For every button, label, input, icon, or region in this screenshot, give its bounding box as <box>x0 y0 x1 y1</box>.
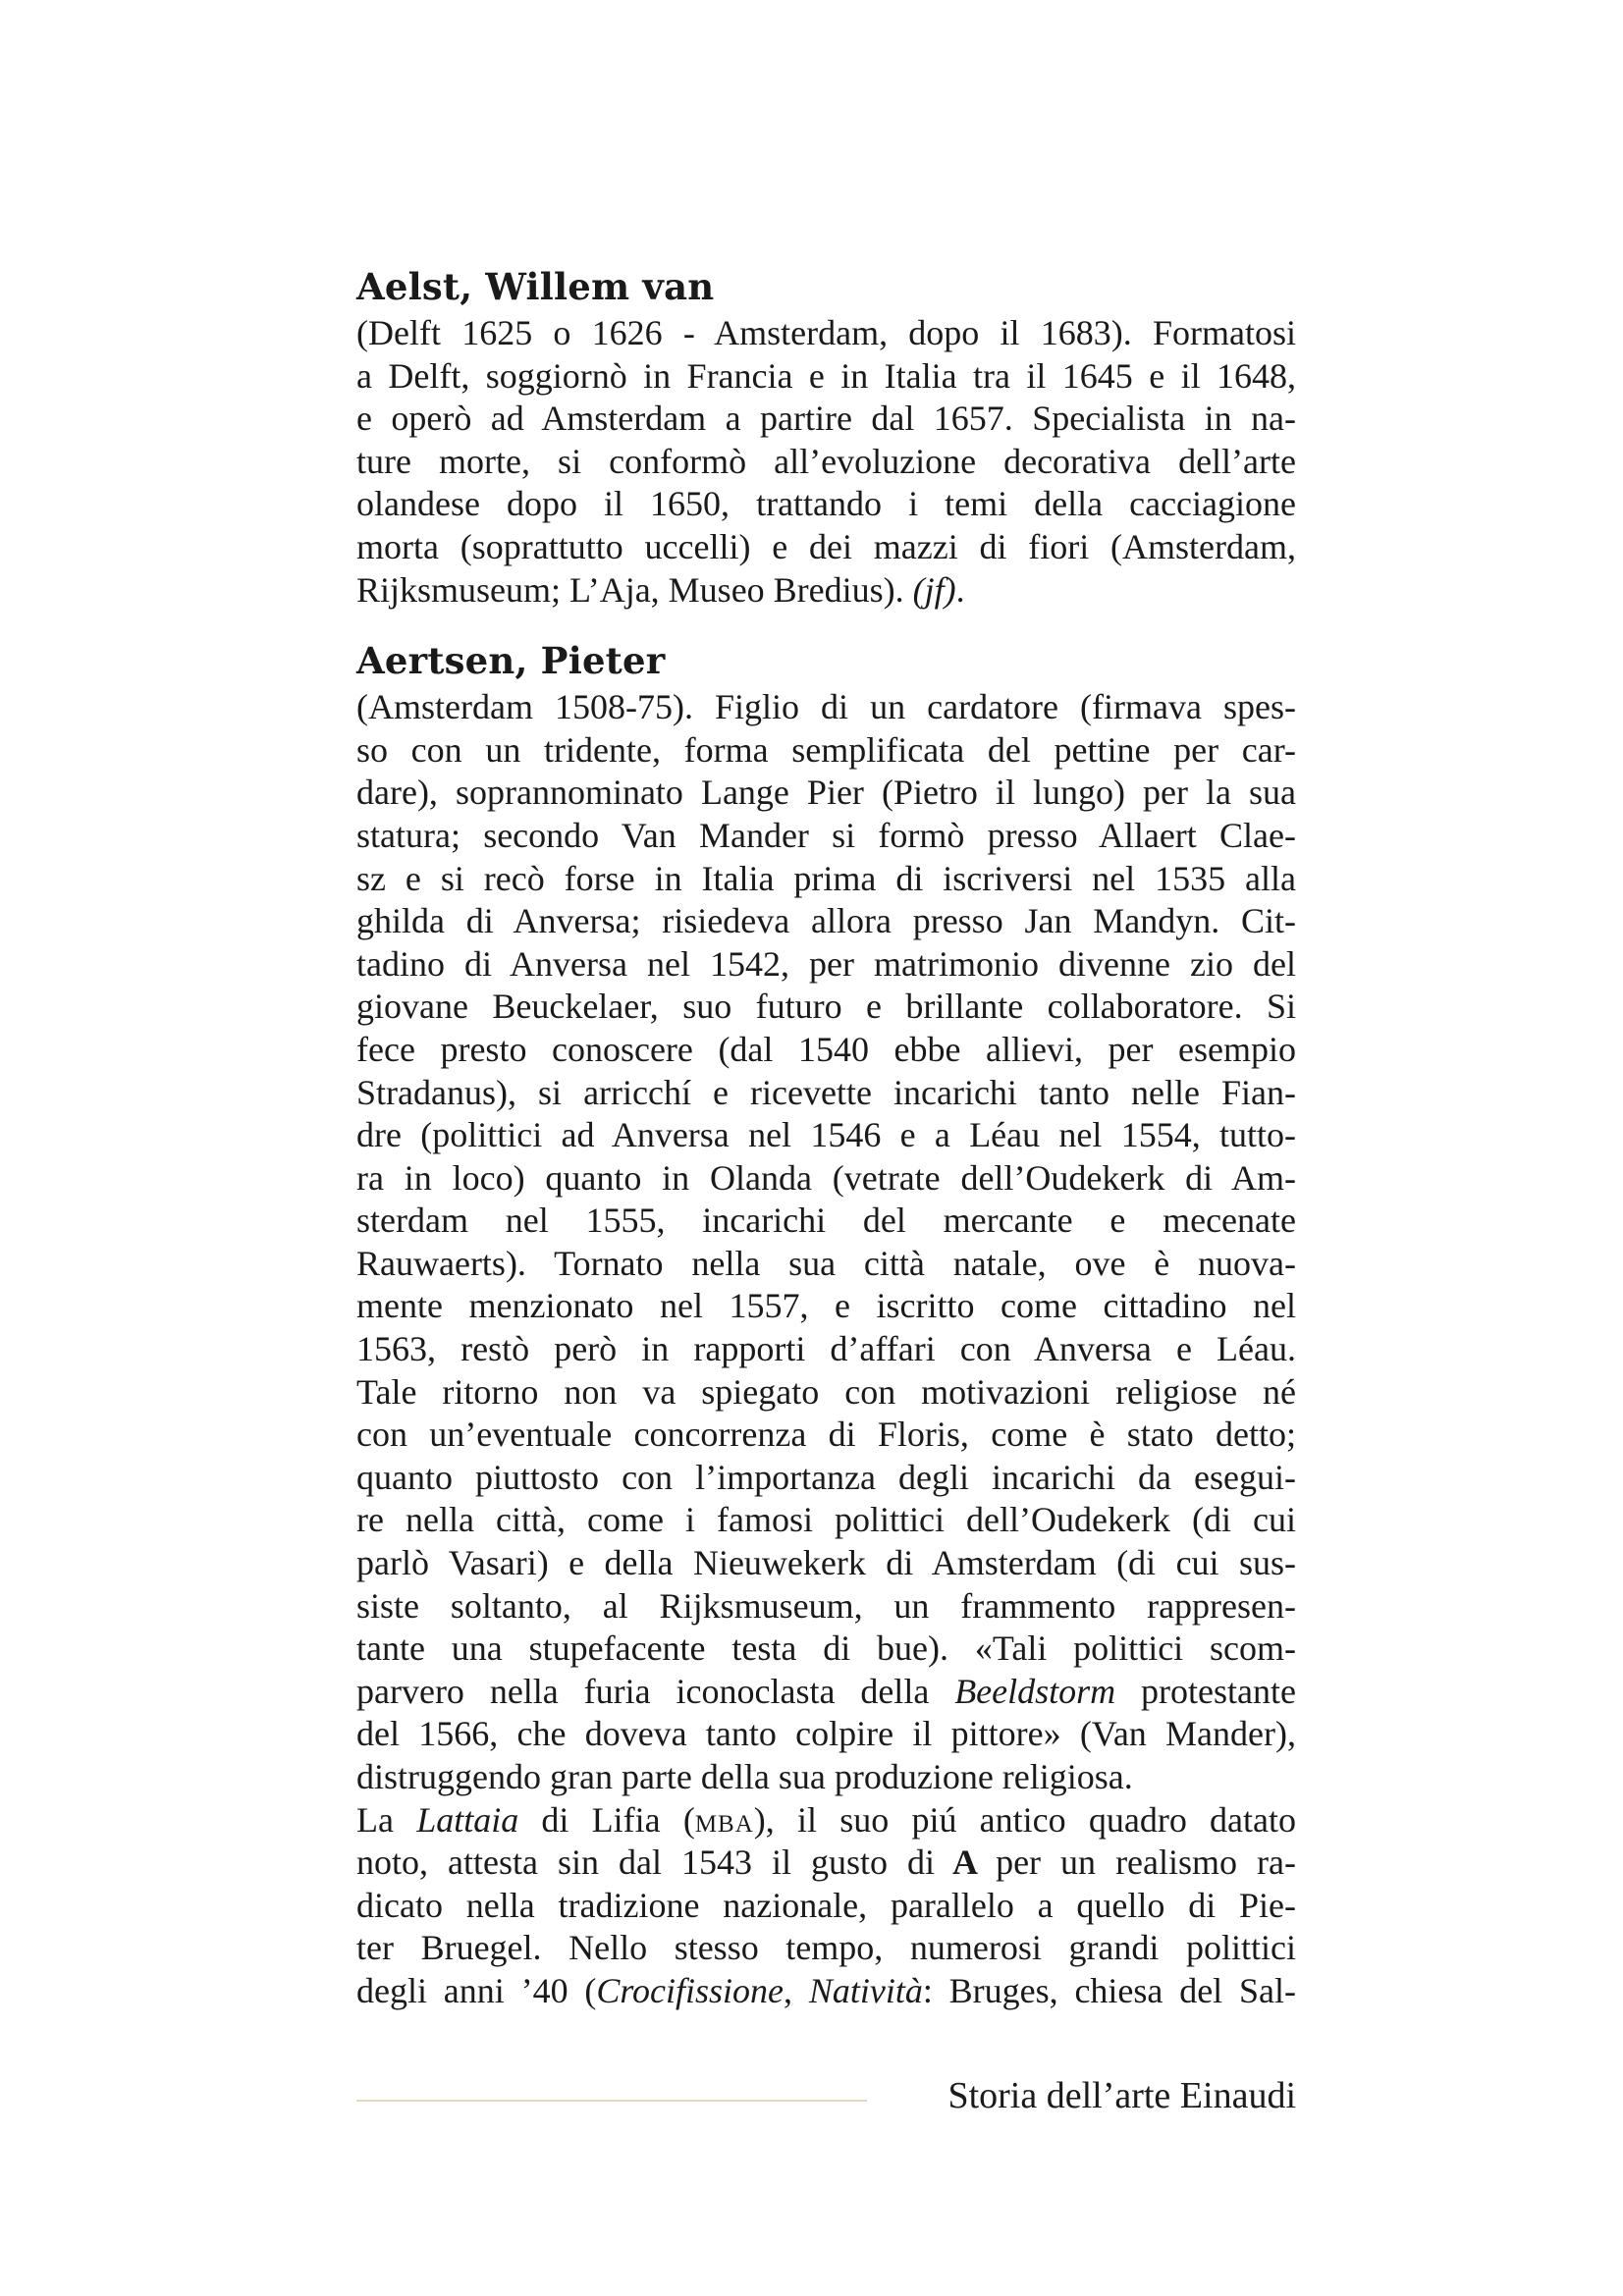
entry-aertsen <box>356 639 1296 2012</box>
text-line: Rijksmuseum; L’Aja, Museo Bredius). (jf). <box>356 569 965 610</box>
text-line: parlò Vasari) e della Nieuwekerk di Amsterdam (di cui sus- <box>356 1543 1296 1583</box>
text-line: re nella città, come i famosi polittici dell’Oudekerk (di cui <box>356 1500 1296 1540</box>
entry-body <box>356 686 1296 2012</box>
page-footer <box>356 2066 1296 2125</box>
text-line: dare), soprannominato Lange Pier (Pietro il lungo) per la sua <box>356 773 1296 813</box>
text-line: dre (polittici ad Anversa nel 1546 e a Léau nel 1554, tutto- <box>356 1115 1296 1155</box>
text-line: Stradanus), si arricchí e ricevette incarichi tanto nelle Fian- <box>356 1072 1296 1112</box>
text-line: ture morte, si conformò all’evoluzione decorativa dell’arte <box>356 441 1296 481</box>
text-line: olandese dopo il 1650, trattando i temi della cacciagione <box>356 484 1296 524</box>
text-line: parvero nella furia iconoclasta della Beeldstorm protestante <box>356 1671 1296 1711</box>
entry-body <box>356 312 1296 612</box>
text-line: so con un tridente, forma semplificata del pettine per car- <box>356 729 1296 770</box>
document-page <box>356 265 1296 2041</box>
text-line: tadino di Anversa nel 1542, per matrimonio divenne zio del <box>356 943 1296 984</box>
text-line: morta (soprattutto uccelli) e dei mazzi di fiori (Amsterdam, <box>356 526 1296 566</box>
text-line: mente menzionato nel 1557, e iscritto come cittadino nel <box>356 1286 1296 1326</box>
text-line: con un’eventuale concorrenza di Floris, come è stato detto; <box>356 1415 1296 1455</box>
text-line: del 1566, che doveva tanto colpire il pittore» (Van Mander), <box>356 1714 1296 1754</box>
text-line: sterdam nel 1555, incarichi del mercante e mecenate <box>356 1201 1296 1241</box>
footer-rule <box>356 2100 867 2102</box>
entry-title: Aertsen, Pieter <box>356 639 666 683</box>
text-line: ter Bruegel. Nello stesso tempo, numerosi grandi polittici <box>356 1928 1296 1968</box>
text-line: ra in loco) quanto in Olanda (vetrate dell’Oudekerk di Am- <box>356 1157 1296 1198</box>
text-line: siste soltanto, al Rijksmuseum, un frammento rappresen- <box>356 1585 1296 1626</box>
text-line: La Lattaia di Lifia (mba), il suo piú antico quadro datato <box>356 1799 1296 1840</box>
entry-aelst <box>356 265 1296 612</box>
text-line: dicato nella tradizione nazionale, parallelo a quello di Pie- <box>356 1885 1296 1925</box>
text-line: tante una stupefacente testa di bue). «Tali polittici scom- <box>356 1629 1296 1669</box>
text-line: e operò ad Amsterdam a partire dal 1657. Specialista in na- <box>356 399 1296 439</box>
text-line: fece presto conoscere (dal 1540 ebbe allievi, per esempio <box>356 1029 1296 1069</box>
text-line: Rauwaerts). Tornato nella sua città natale, ove è nuova- <box>356 1243 1296 1283</box>
text-line: quanto piuttosto con l’importanza degli incarichi da esegui- <box>356 1457 1296 1497</box>
text-line: a Delft, soggiornò in Francia e in Italia tra il 1645 e il 1648, <box>356 355 1296 396</box>
text-line: distruggendo gran parte della sua produzione religiosa. <box>356 1757 1133 1796</box>
text-line: ghilda di Anversa; risiedeva allora presso Jan Mandyn. Cit- <box>356 901 1296 941</box>
text-line: sz e si recò forse in Italia prima di iscriversi nel 1535 alla <box>356 858 1296 898</box>
text-line: (Amsterdam 1508-75). Figlio di un cardatore (firmava spes- <box>356 687 1296 727</box>
text-line: Tale ritorno non va spiegato con motivazioni religiose né <box>356 1371 1296 1412</box>
text-line: degli anni ’40 (Crocifissione, Natività: Bruges, chiesa del Sal- <box>356 1970 1296 2010</box>
text-line: giovane Beuckelaer, suo futuro e brillante collaboratore. Si <box>356 987 1296 1027</box>
text-line: 1563, restò però in rapporti d’affari con Anversa e Léau. <box>356 1329 1296 1369</box>
text-line: (Delft 1625 o 1626 - Amsterdam, dopo il 1683). Formatosi <box>356 313 1296 352</box>
text-line: noto, attesta sin dal 1543 il gusto di A per un realismo ra- <box>356 1842 1296 1883</box>
text-line: statura; secondo Van Mander si formò presso Allaert Clae- <box>356 815 1296 855</box>
footer-publisher: Storia dell’arte Einaudi <box>947 2075 1296 2116</box>
entry-title: Aelst, Willem van <box>356 265 715 308</box>
